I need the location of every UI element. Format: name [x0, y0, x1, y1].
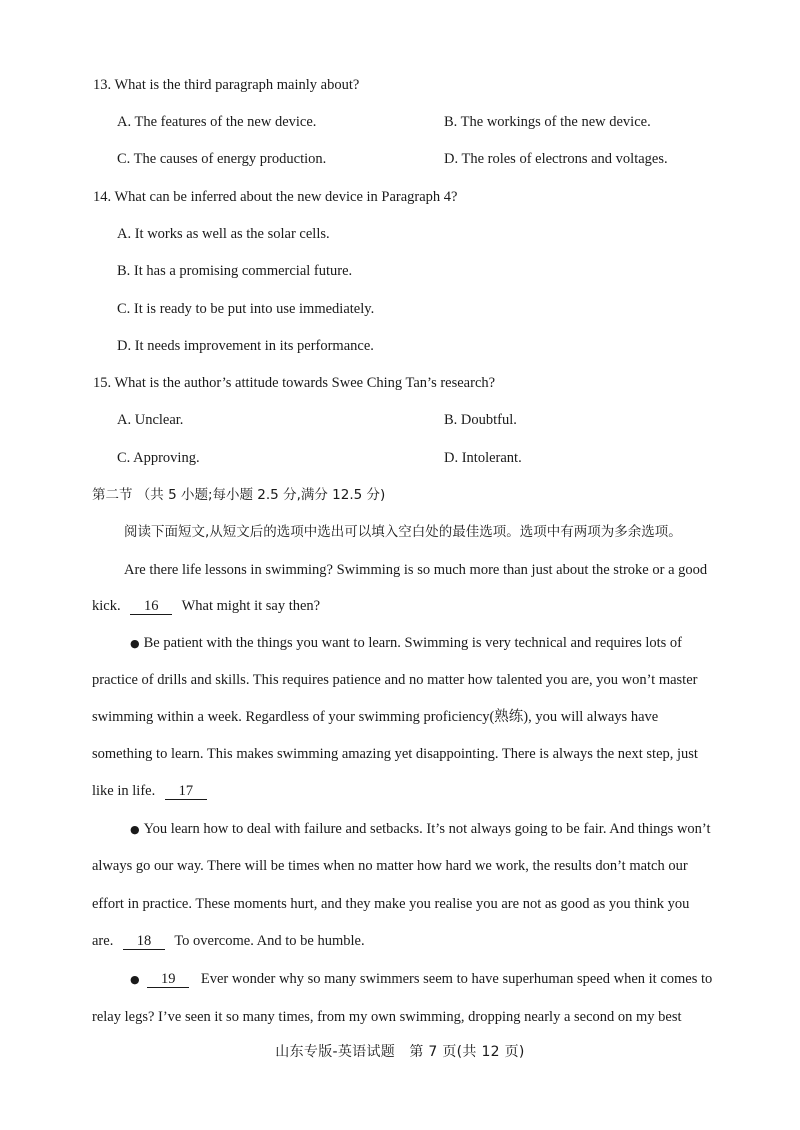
- blank-17: 17: [165, 784, 207, 800]
- passage-intro-text-a: kick.: [92, 598, 121, 614]
- question-13-option-a: A. The features of the new device.: [117, 114, 317, 130]
- question-14-option-b: B. It has a promising commercial future.: [117, 263, 353, 279]
- question-14-option-c: C. It is ready to be put into use immediately.: [117, 301, 375, 317]
- paragraph-2-line-1: [130, 820, 711, 839]
- paragraph-1-line-5: [92, 782, 207, 800]
- passage-intro-text-b: What might it say then?: [181, 598, 321, 614]
- question-15-option-c: C. Approving.: [117, 450, 200, 466]
- bullet-icon: ●: [130, 973, 140, 986]
- question-15-option-b: B. Doubtful.: [444, 412, 517, 428]
- paragraph-1-line-4: something to learn. This makes swimming amazing yet disappointing. There is always the next step, just: [92, 746, 698, 762]
- blank-16: 16: [130, 599, 172, 615]
- paragraph-2-text-1: You learn how to deal with failure and setbacks. It’s not always going to be fair. And things won’t: [143, 821, 711, 837]
- paragraph-2-line-4: [92, 932, 365, 950]
- blank-18: 18: [123, 934, 165, 950]
- page-footer: 山东专版-英语试题 第 7 页(共 12 页): [275, 1044, 525, 1060]
- question-13-option-c: C. The causes of energy production.: [117, 151, 327, 167]
- question-14-option-a: A. It works as well as the solar cells.: [117, 226, 330, 242]
- section-2-heading: 第二节 （共 5 小题;每小题 2.5 分,满分 12.5 分): [92, 487, 386, 503]
- paragraph-3-line-2: relay legs? I’ve seen it so many times, from my own swimming, dropping nearly a second on my best: [92, 1009, 682, 1025]
- passage-intro-line-2: [92, 597, 320, 615]
- paragraph-2-line-2: always go our way. There will be times when no matter how hard we work, the results don’t match our: [92, 858, 688, 874]
- paragraph-2-text-4a: are.: [92, 933, 114, 949]
- section-2-instruction: 阅读下面短文,从短文后的选项中选出可以填入空白处的最佳选项。选项中有两项为多余选项。: [124, 524, 682, 540]
- paragraph-1-line-1: [130, 634, 682, 653]
- question-15-option-a: A. Unclear.: [117, 412, 184, 428]
- paragraph-1-text-5: like in life.: [92, 783, 156, 799]
- paragraph-1-line-3: swimming within a week. Regardless of your swimming proficiency(熟练), you will always have: [92, 709, 659, 725]
- question-15-stem: 15. What is the author’s attitude towards Swee Ching Tan’s research?: [93, 375, 496, 391]
- question-14-option-d: D. It needs improvement in its performance.: [117, 338, 374, 354]
- paragraph-3-line-1: [130, 970, 712, 989]
- paragraph-1-line-2: practice of drills and skills. This requires patience and no matter how talented you are, you won’t master: [92, 672, 698, 688]
- paragraph-3-text-1: Ever wonder why so many swimmers seem to have superhuman speed when it comes to: [200, 971, 713, 987]
- paragraph-1-text-1: Be patient with the things you want to learn. Swimming is very technical and requires lots of: [143, 635, 683, 651]
- bullet-icon: ●: [130, 637, 140, 650]
- blank-19: 19: [147, 972, 189, 988]
- passage-intro-line-1: Are there life lessons in swimming? Swimming is so much more than just about the stroke or a good: [124, 562, 708, 578]
- question-13-option-d: D. The roles of electrons and voltages.: [444, 151, 668, 167]
- question-13-option-b: B. The workings of the new device.: [444, 114, 651, 130]
- question-15-option-d: D. Intolerant.: [444, 450, 522, 466]
- bullet-icon: ●: [130, 823, 140, 836]
- question-14-stem: 14. What can be inferred about the new device in Paragraph 4?: [93, 189, 458, 205]
- paragraph-2-line-3: effort in practice. These moments hurt, and they make you realise you are not as good as you think you: [92, 896, 690, 912]
- paragraph-2-text-4b: To overcome. And to be humble.: [174, 933, 365, 949]
- question-13-stem: 13. What is the third paragraph mainly about?: [93, 77, 360, 93]
